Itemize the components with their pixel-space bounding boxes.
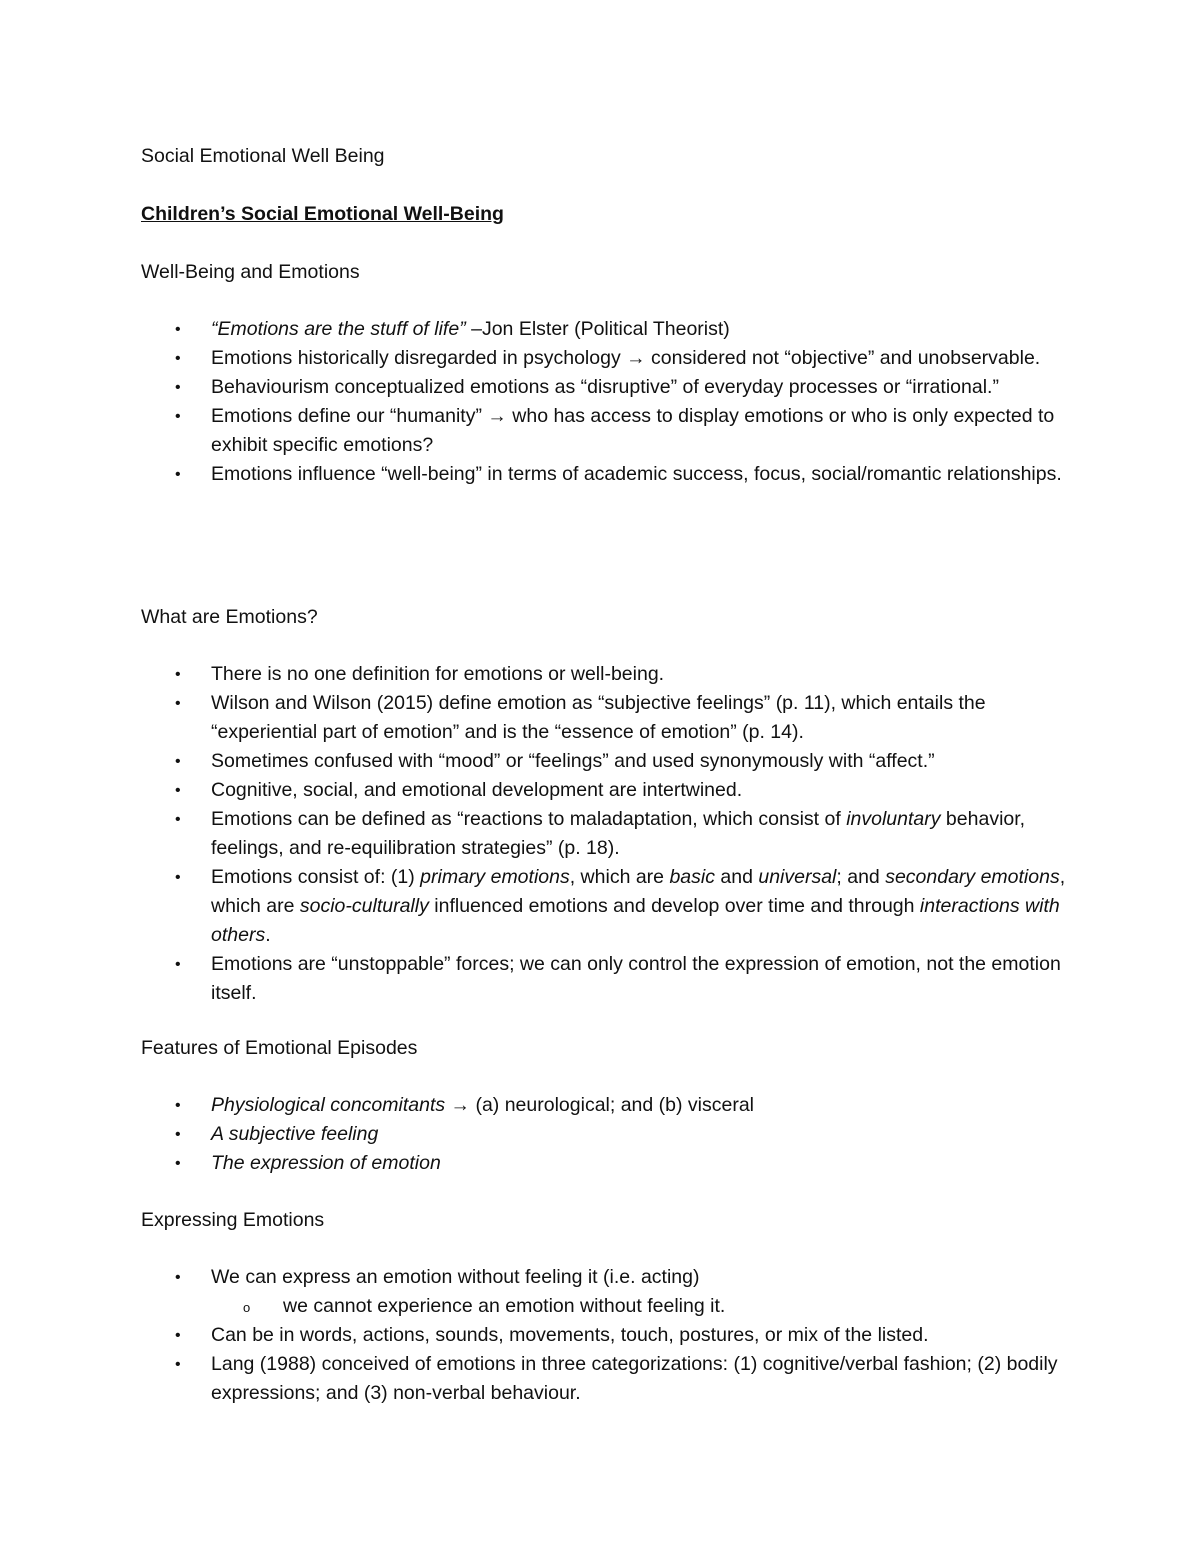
list-item-text: interactions with others — [211, 895, 1060, 946]
list-item-text: , which are — [211, 866, 1066, 917]
section-heading-what-are-emotions: What are Emotions? — [141, 606, 318, 628]
list-item-text: primary emotions — [420, 866, 570, 888]
bullet-icon: • — [175, 811, 181, 828]
bullet-list-expressing-emotions — [141, 1263, 1081, 1408]
list-item-text: behavior, feelings, and re-equilibration strategies” (p. 18). — [211, 808, 1026, 859]
list-item — [141, 402, 1081, 460]
list-item-text: The expression of emotion — [211, 1152, 441, 1174]
list-item-text: basic — [669, 866, 715, 888]
list-item — [141, 950, 1081, 1008]
bullet-list-well-being — [141, 315, 1081, 489]
section-heading-well-being: Well-Being and Emotions — [141, 261, 360, 283]
list-item — [141, 1321, 1081, 1350]
bullet-list-features — [141, 1091, 1081, 1178]
list-item-text: . — [265, 924, 271, 946]
list-item — [141, 689, 1081, 747]
list-item — [141, 747, 1081, 776]
list-item-text: Emotions influence “well-being” in terms of academic success, focus, social/romantic relationships. — [211, 463, 1062, 485]
list-item-text: Can be in words, actions, sounds, movements, touch, postures, or mix of the listed. — [211, 1324, 929, 1346]
list-item — [141, 1149, 1081, 1178]
list-item-text: Sometimes confused with “mood” or “feelings” and used synonymously with “affect.” — [211, 750, 935, 772]
bullet-icon: • — [175, 408, 181, 425]
bullet-icon: • — [175, 956, 181, 973]
bullet-icon: • — [175, 753, 181, 770]
list-item-text: A subjective feeling — [211, 1123, 379, 1145]
section-heading-features: Features of Emotional Episodes — [141, 1037, 418, 1059]
list-item-text: We can express an emotion without feeling it (i.e. acting) — [211, 1266, 700, 1288]
list-item — [141, 344, 1081, 373]
list-item — [141, 863, 1081, 950]
bullet-icon: • — [175, 1356, 181, 1373]
bullet-icon: • — [175, 1097, 181, 1114]
list-item-text: ; and — [836, 866, 886, 888]
list-item — [141, 1091, 1081, 1120]
sub-list-container — [141, 1292, 1081, 1321]
bullet-icon: • — [175, 466, 181, 483]
list-item-text: Wilson and Wilson (2015) define emotion as “subjective feelings” (p. 11), which entails the “experiential part of emotion” and is the “essence of emotion” (p. 14). — [211, 692, 986, 743]
list-item-text: (a) neurological; and (b) visceral — [470, 1094, 755, 1116]
list-item-text: involuntary — [846, 808, 941, 830]
arrow-right-icon: → — [626, 347, 646, 369]
list-item-text: Emotions define our “humanity” — [211, 405, 488, 427]
list-item-text: There is no one definition for emotions or well-being. — [211, 663, 665, 685]
list-item-text: Behaviourism conceptualized emotions as “disruptive” of everyday processes or “irrational.” — [211, 376, 999, 398]
list-item — [141, 315, 1081, 344]
list-item-text: socio-culturally — [299, 895, 429, 917]
list-item-text: Emotions are “unstoppable” forces; we can only control the expression of emotion, not the emotion itself. — [211, 953, 1061, 1004]
list-item-text: secondary emotions — [885, 866, 1060, 888]
list-item — [141, 373, 1081, 402]
list-item-text: and — [714, 866, 759, 888]
list-item — [141, 805, 1081, 863]
bullet-icon: • — [175, 869, 181, 886]
list-item-text: Emotions can be defined as “reactions to maladaptation, which consist of — [211, 808, 847, 830]
list-item-text: considered not “objective” and unobservable. — [645, 347, 1041, 369]
list-item-text: “Emotions are the stuff of life” — [211, 318, 466, 340]
list-item-text: who has access to display emotions or who is only expected to exhibit specific emotions? — [211, 405, 1055, 456]
bullet-list-what-are-emotions — [141, 660, 1081, 1008]
list-item — [141, 460, 1081, 489]
list-item-text: influenced emotions and develop over time and through — [428, 895, 920, 917]
bullet-icon: • — [175, 350, 181, 367]
list-item-text: Lang (1988) conceived of emotions in three categorizations: (1) cognitive/verbal fashion; (2) bodily expressions; and (3) non-verbal behaviour. — [211, 1353, 1058, 1404]
bullet-icon: • — [175, 1327, 181, 1344]
bullet-icon: • — [175, 321, 181, 338]
list-item-text: universal — [758, 866, 837, 888]
bullet-icon: • — [175, 782, 181, 799]
sub-list-item-text: we cannot experience an emotion without feeling it. — [283, 1295, 726, 1317]
bullet-icon: • — [175, 1126, 181, 1143]
sub-bullet-list — [211, 1292, 1081, 1321]
list-item-text: Physiological concomitants — [211, 1094, 446, 1116]
bullet-icon: • — [175, 695, 181, 712]
bullet-icon: • — [175, 379, 181, 396]
document-title: Social Emotional Well Being — [141, 145, 385, 167]
list-item — [141, 776, 1081, 805]
list-item — [141, 1350, 1081, 1408]
sub-list-item — [211, 1292, 1081, 1321]
section-heading-expressing-emotions: Expressing Emotions — [141, 1209, 325, 1231]
list-item-text: Emotions consist of: (1) — [211, 866, 421, 888]
list-item — [141, 1120, 1081, 1149]
list-item-text: Emotions historically disregarded in psychology — [211, 347, 627, 369]
list-item-text: , which are — [569, 866, 670, 888]
bullet-icon: • — [175, 666, 181, 683]
bullet-icon: • — [175, 1155, 181, 1172]
bullet-icon: • — [175, 1269, 181, 1286]
list-item — [141, 1263, 1081, 1292]
list-item-text: Cognitive, social, and emotional development are intertwined. — [211, 779, 743, 801]
arrow-right-icon: → — [487, 405, 507, 427]
document-subtitle: Children’s Social Emotional Well-Being — [141, 203, 504, 225]
list-item-text: –Jon Elster (Political Theorist) — [465, 318, 730, 340]
list-item — [141, 660, 1081, 689]
sub-bullet-icon: o — [243, 1300, 251, 1315]
arrow-right-icon: → — [450, 1094, 471, 1116]
